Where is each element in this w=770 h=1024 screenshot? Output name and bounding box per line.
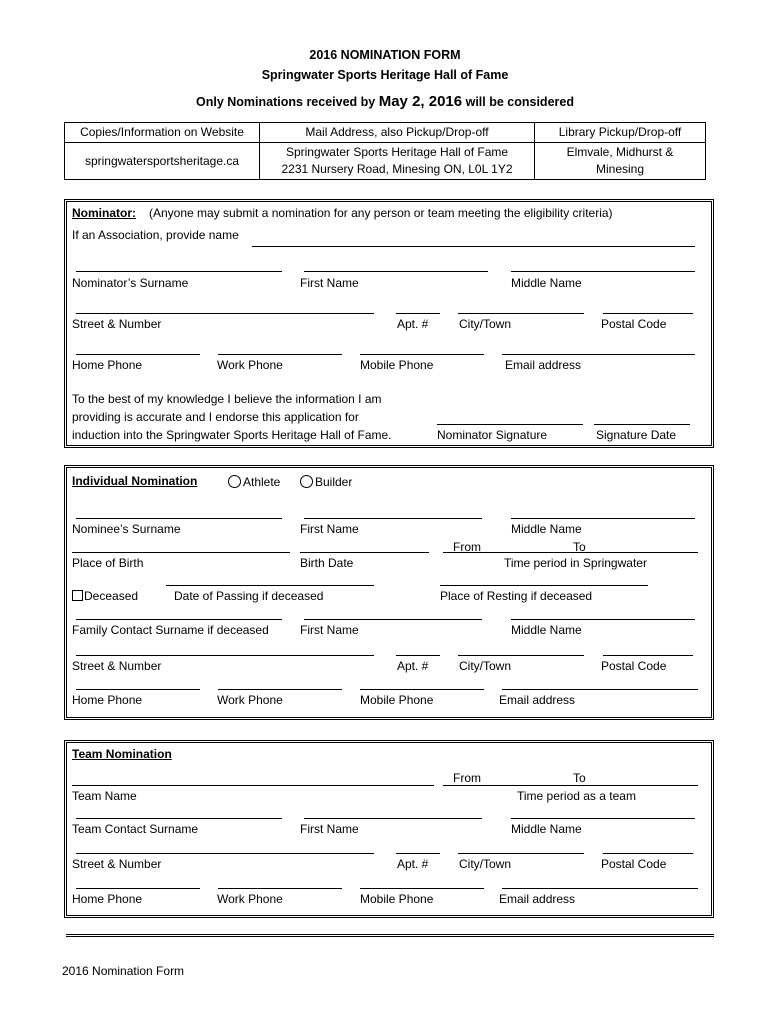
info-col1-header: Copies/Information on Website (65, 123, 260, 143)
nominator-middle-field[interactable] (511, 271, 695, 272)
endorse-line2: providing is accurate and I endorse this application for (72, 410, 359, 424)
endorse-line3: induction into the Springwater Sports Heritage Hall of Fame. (72, 428, 392, 442)
team-city-label: City/Town (459, 857, 512, 871)
endorse-line1: To the best of my knowledge I believe the information I am (72, 392, 382, 406)
individual-email-label: Email address (499, 693, 576, 707)
team-email-field[interactable] (502, 888, 698, 889)
individual-section (64, 465, 714, 720)
individual-heading: Individual Nomination (72, 474, 198, 488)
team-home-label: Home Phone (72, 892, 143, 906)
individual-street-label: Street & Number (72, 659, 162, 673)
family-surname-field[interactable] (76, 619, 282, 620)
form-subtitle: Springwater Sports Heritage Hall of Fame (261, 68, 509, 82)
nominee-middle-label: Middle Name (511, 522, 582, 536)
team-street-field[interactable] (76, 853, 374, 854)
team-contact-middle-label: Middle Name (511, 822, 582, 836)
nominator-postal-field[interactable] (603, 313, 693, 314)
team-to-label: To (573, 771, 586, 785)
individual-to-label: To (573, 540, 586, 554)
birthplace-label: Place of Birth (72, 556, 144, 570)
info-table (64, 122, 706, 180)
info-website: springwatersportsheritage.ca (65, 143, 260, 180)
team-contact-surname-field[interactable] (76, 818, 282, 819)
nominator-surname-label: Nominator’s Surname (72, 276, 189, 290)
info-mail-address (260, 143, 535, 180)
team-period-field[interactable] (443, 785, 698, 786)
nominator-work-label: Work Phone (217, 358, 283, 372)
signature-date-label: Signature Date (596, 428, 677, 442)
individual-home-label: Home Phone (72, 693, 143, 707)
nominator-home-field[interactable] (76, 354, 200, 355)
footer-rule (66, 934, 714, 937)
springwater-period-label: Time period in Springwater (504, 556, 647, 570)
info-library-line2: Minesing (595, 162, 645, 176)
nominator-street-label: Street & Number (72, 317, 162, 331)
family-surname-label: Family Contact Surname if deceased (72, 623, 269, 637)
family-middle-label: Middle Name (511, 623, 582, 637)
athlete-option[interactable] (228, 475, 280, 489)
nominator-mobile-label: Mobile Phone (360, 358, 434, 372)
nominee-surname-field[interactable] (76, 518, 282, 519)
deadline-line (0, 93, 770, 110)
athlete-label: Athlete (243, 475, 281, 489)
passing-date-label: Date of Passing if deceased (174, 589, 324, 603)
team-street-label: Street & Number (72, 857, 162, 871)
individual-from-label: From (453, 540, 481, 554)
individual-city-label: City/Town (459, 659, 512, 673)
nominee-middle-field[interactable] (511, 518, 695, 519)
individual-city-field[interactable] (458, 655, 584, 656)
team-name-field[interactable] (72, 785, 434, 786)
nominator-first-label: First Name (300, 276, 359, 290)
nominator-surname-field[interactable] (76, 271, 282, 272)
team-postal-field[interactable] (603, 853, 693, 854)
team-name-label: Team Name (72, 789, 137, 803)
footer-text: 2016 Nomination Form (62, 964, 185, 978)
builder-option[interactable] (300, 475, 352, 489)
association-field[interactable] (252, 246, 695, 247)
deadline-prefix: Only Nominations received by (196, 95, 376, 109)
nominee-surname-label: Nominee’s Surname (72, 522, 181, 536)
individual-email-field[interactable] (502, 689, 698, 690)
team-contact-first-field[interactable] (304, 818, 482, 819)
builder-radio[interactable] (300, 475, 313, 488)
form-title: 2016 NOMINATION FORM (309, 48, 461, 62)
nominator-email-label: Email address (505, 358, 582, 372)
nominator-postal-label: Postal Code (601, 317, 667, 331)
nominator-signature-label: Nominator Signature (437, 428, 548, 442)
nominee-first-field[interactable] (304, 518, 482, 519)
team-work-label: Work Phone (217, 892, 283, 906)
team-apt-field[interactable] (396, 853, 440, 854)
deadline-suffix: will be considered (465, 95, 574, 109)
info-library (535, 143, 706, 180)
team-city-field[interactable] (458, 853, 584, 854)
nominee-first-label: First Name (300, 522, 359, 536)
builder-label: Builder (315, 475, 353, 489)
association-label: If an Association, provide name (72, 228, 239, 242)
nominator-city-field[interactable] (458, 313, 584, 314)
individual-postal-label: Postal Code (601, 659, 667, 673)
deceased-option[interactable] (72, 589, 138, 603)
nominator-work-field[interactable] (218, 354, 342, 355)
athlete-radio[interactable] (228, 475, 241, 488)
family-first-field[interactable] (304, 619, 482, 620)
passing-date-field[interactable] (166, 585, 374, 586)
team-mobile-label: Mobile Phone (360, 892, 434, 906)
team-contact-middle-field[interactable] (511, 818, 695, 819)
team-heading: Team Nomination (72, 747, 172, 761)
deadline-date: May 2, 2016 (378, 93, 463, 110)
team-contact-first-label: First Name (300, 822, 359, 836)
info-mail-line2: 2231 Nursery Road, Minesing ON, L0L 1Y2 (281, 162, 513, 176)
team-postal-label: Postal Code (601, 857, 667, 871)
individual-apt-label: Apt. # (397, 659, 429, 673)
nominator-first-field[interactable] (304, 271, 488, 272)
individual-home-field[interactable] (76, 689, 200, 690)
resting-place-field[interactable] (440, 585, 648, 586)
nominator-city-label: City/Town (459, 317, 512, 331)
team-mobile-field[interactable] (360, 888, 484, 889)
nominator-home-label: Home Phone (72, 358, 143, 372)
info-col2-header: Mail Address, also Pickup/Drop-off (260, 123, 535, 143)
signature-date-field[interactable] (594, 424, 690, 425)
team-from-label: From (453, 771, 481, 785)
individual-apt-field[interactable] (396, 655, 440, 656)
nominator-apt-field[interactable] (396, 313, 440, 314)
birthplace-field[interactable] (72, 552, 290, 553)
info-mail-line1: Springwater Sports Heritage Hall of Fame (285, 145, 509, 159)
individual-mobile-label: Mobile Phone (360, 693, 434, 707)
nominator-heading: Nominator: (72, 206, 136, 220)
nominator-email-field[interactable] (502, 354, 695, 355)
individual-postal-field[interactable] (603, 655, 693, 656)
nominator-street-field[interactable] (76, 313, 374, 314)
resting-place-label: Place of Resting if deceased (440, 589, 593, 603)
individual-work-label: Work Phone (217, 693, 283, 707)
birthdate-field[interactable] (300, 552, 429, 553)
nominator-apt-label: Apt. # (397, 317, 429, 331)
springwater-period-field[interactable] (443, 552, 698, 553)
team-work-field[interactable] (218, 888, 342, 889)
team-home-field[interactable] (76, 888, 200, 889)
info-col3-header: Library Pickup/Drop-off (535, 123, 706, 143)
individual-street-field[interactable] (76, 655, 374, 656)
family-middle-field[interactable] (511, 619, 695, 620)
team-contact-surname-label: Team Contact Surname (72, 822, 199, 836)
nominator-note: (Anyone may submit a nomination for any person or team meeting the eligibility criteria) (149, 206, 613, 220)
deceased-checkbox[interactable] (72, 590, 83, 601)
team-period-label: Time period as a team (517, 789, 636, 803)
individual-work-field[interactable] (218, 689, 342, 690)
team-email-label: Email address (499, 892, 576, 906)
info-library-line1: Elmvale, Midhurst & (566, 145, 674, 159)
deceased-label: Deceased (84, 589, 139, 603)
nominator-middle-label: Middle Name (511, 276, 582, 290)
nominator-signature-field[interactable] (437, 424, 583, 425)
team-apt-label: Apt. # (397, 857, 429, 871)
individual-mobile-field[interactable] (360, 689, 484, 690)
nominator-mobile-field[interactable] (360, 354, 484, 355)
birthdate-label: Birth Date (300, 556, 354, 570)
family-first-label: First Name (300, 623, 359, 637)
